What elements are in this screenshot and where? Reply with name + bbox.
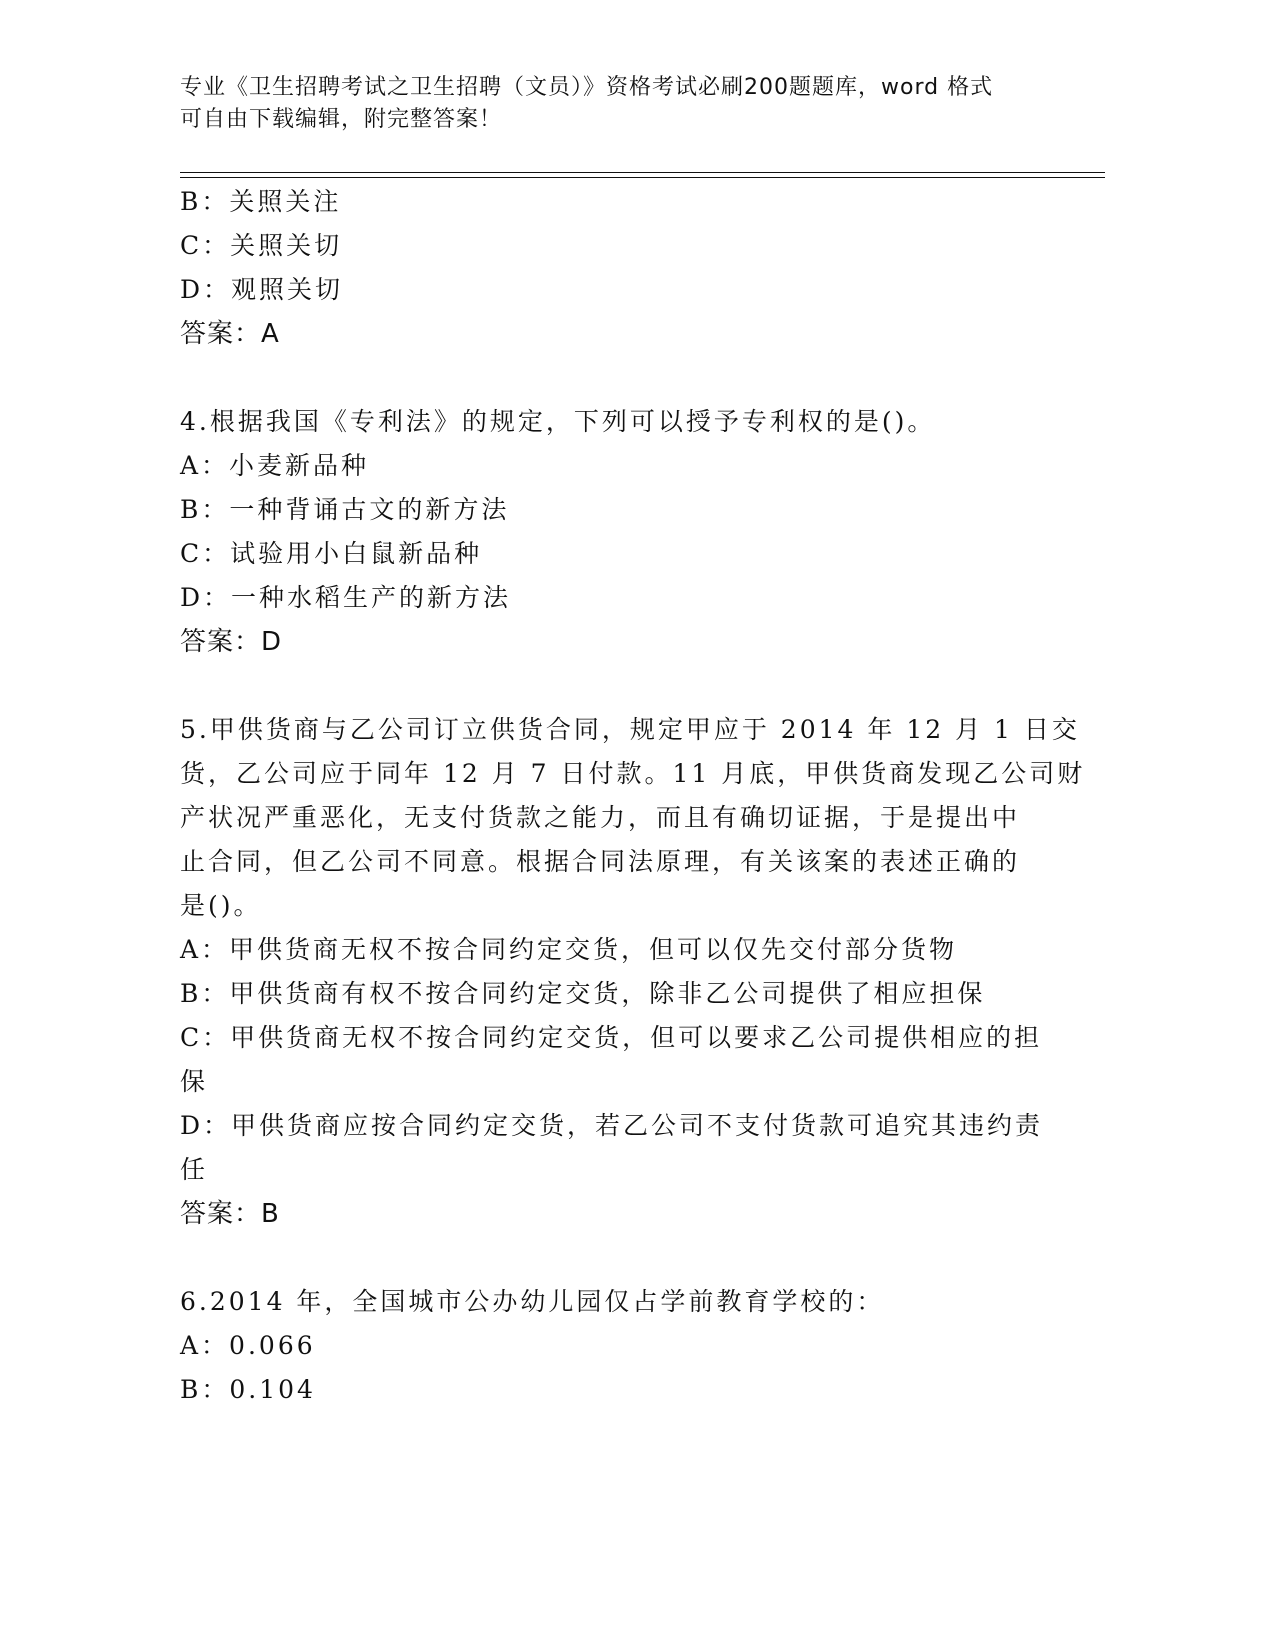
q4-answer: 答案：D [180, 627, 283, 657]
q5-question-line: 货，乙公司应于同年 12 月 7 日付款。11 月底，甲供货商发现乙公司财 [180, 759, 1086, 788]
q3-option-b: B：关照关注 [180, 187, 342, 216]
spacer [180, 664, 1060, 708]
q3-answer: 答案：A [180, 319, 280, 349]
q5-option-b: B：甲供货商有权不按合同约定交货，除非乙公司提供了相应担保 [180, 979, 986, 1008]
q5-question-line: 产状况严重恶化，无支付货款之能力，而且有确切证据，于是提出中 [180, 803, 1021, 832]
document-header [180, 72, 1060, 136]
q4-question: 4.根据我国《专利法》的规定，下列可以授予专利权的是()。 [180, 407, 936, 436]
q4-option-b: B：一种背诵古文的新方法 [180, 495, 510, 524]
q5-answer: 答案：B [180, 1199, 280, 1229]
header-divider-top [180, 172, 1105, 173]
q4-option-d: D：一种水稻生产的新方法 [180, 583, 512, 612]
question-5-block [180, 708, 1086, 1236]
q6-option-a: A：0.066 [180, 1331, 316, 1360]
q5-question-line: 5.甲供货商与乙公司订立供货合同，规定甲应于 2014 年 12 月 1 日交 [180, 715, 1080, 744]
q5-option-c-line: 保 [180, 1067, 209, 1096]
header-divider-bottom [180, 177, 1105, 178]
q6-option-b: B：0.104 [180, 1375, 316, 1404]
q3-option-c: C：关照关切 [180, 231, 343, 260]
q4-option-c: C：试验用小白鼠新品种 [180, 539, 483, 568]
spacer [180, 356, 1060, 400]
q5-option-c-line: C：甲供货商无权不按合同约定交货，但可以要求乙公司提供相应的担 [180, 1023, 1043, 1052]
question-4-block [180, 400, 1060, 664]
header-line-2: 可自由下载编辑，附完整答案！ [180, 107, 503, 132]
q5-option-a: A：甲供货商无权不按合同约定交货，但可以仅先交付部分货物 [180, 935, 958, 964]
question-6-block [180, 1280, 1060, 1412]
spacer [180, 1236, 1060, 1280]
q4-option-a: A：小麦新品种 [180, 451, 370, 480]
document-body [180, 180, 1086, 1412]
q6-question: 6.2014 年，全国城市公办幼儿园仅占学前教育学校的： [180, 1287, 885, 1316]
question-3-block [180, 180, 1060, 356]
q5-question-line: 止合同，但乙公司不同意。根据合同法原理，有关该案的表述正确的 [180, 847, 1021, 876]
q5-option-d-line: D：甲供货商应按合同约定交货，若乙公司不支付货款可追究其违约责 [180, 1111, 1044, 1140]
q5-question-line: 是()。 [180, 891, 262, 920]
q5-option-d-line: 任 [180, 1155, 209, 1184]
q3-option-d: D：观照关切 [180, 275, 344, 304]
header-line-1: 专业《卫生招聘考试之卫生招聘（文员）》资格考试必刷200题题库，word 格式 [180, 75, 994, 100]
